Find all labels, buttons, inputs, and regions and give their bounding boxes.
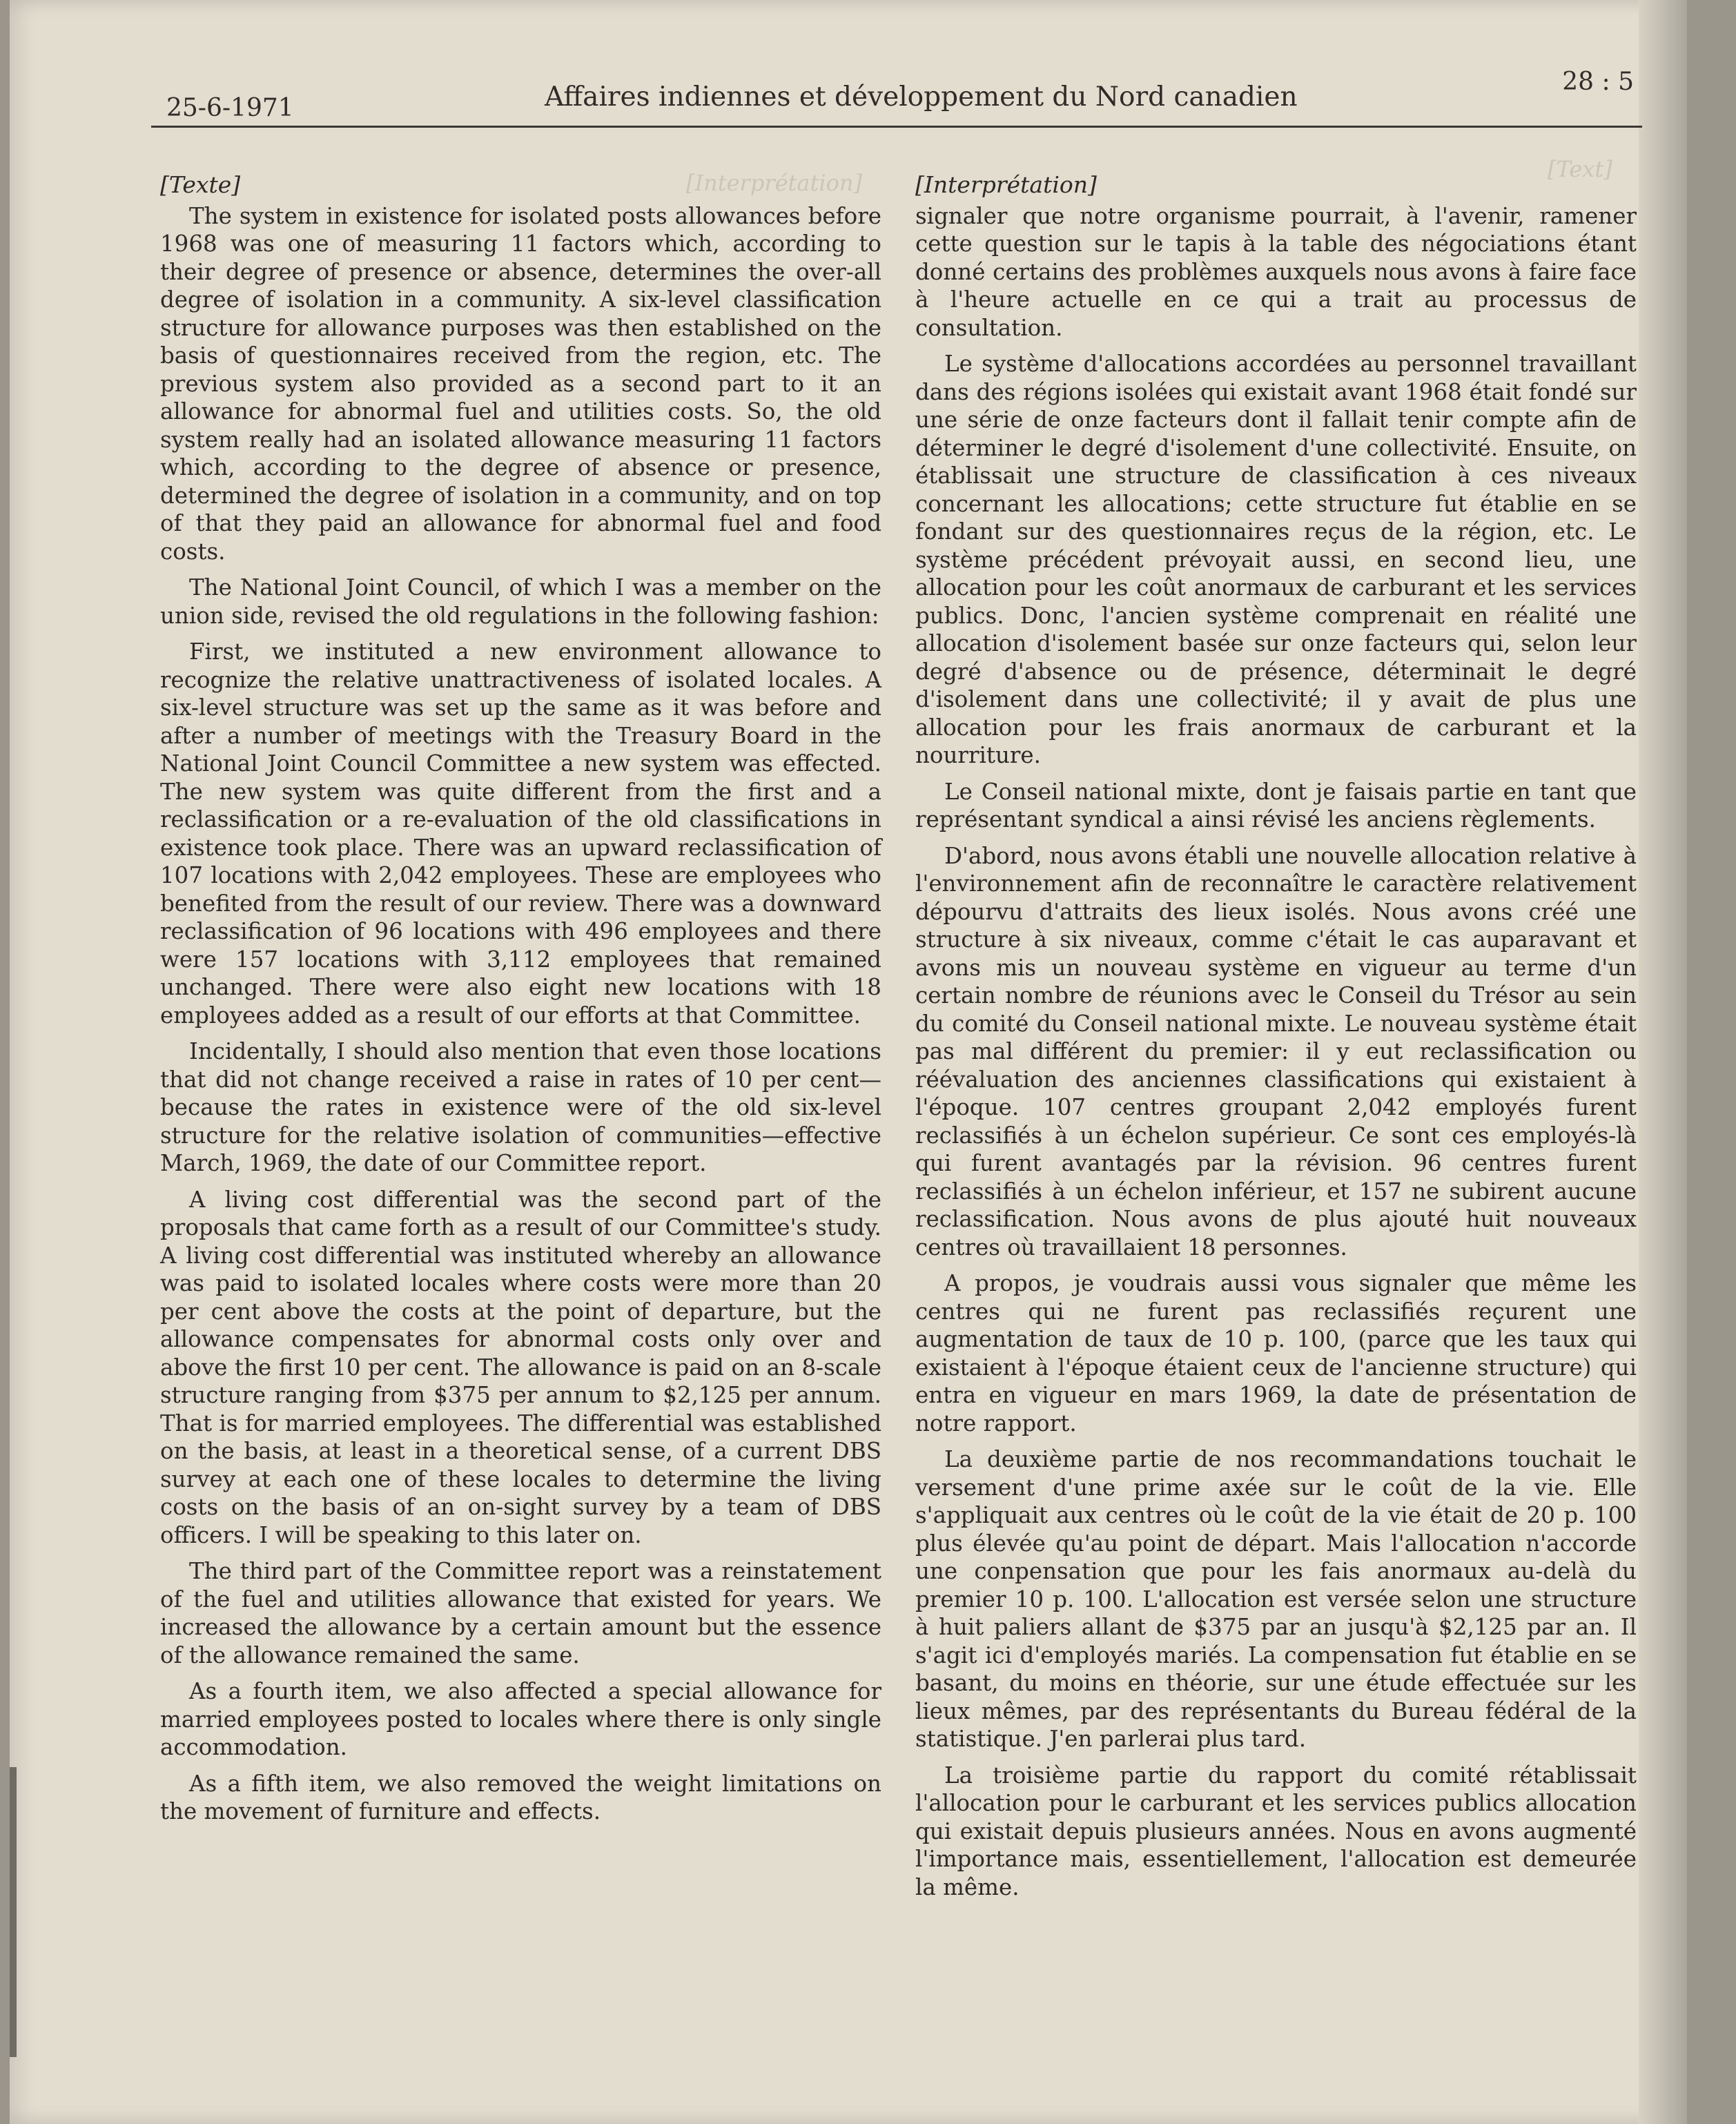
column-label-interpretation: [Interprétation] [915,171,1097,198]
page-number: 28 : 5 [1562,68,1634,96]
french-text-column [915,171,1637,1909]
paragraph: La troisième partie du rapport du comité rétablissait l'allocation pour le carburant et les services publics allocation qui existait depuis plusieurs années. Nous en avons augmenté l'importance mais, essentiellement, l'allocation est demeurée la même. [915,1762,1637,1900]
binding-strip [10,1767,17,2057]
header-date: 25-6-1971 [166,94,294,122]
paragraph: The third part of the Committee report was a reinstatement of the fuel and utilities allowance that existed for years. We increased the allowance by a certain amount but the essence of the allowance remained the same. [160,1558,881,1668]
paragraph: First, we instituted a new environment allowance to recognize the relative unattractiveness of isolated locales. A six-level structure was set up the same as it was before and after a number of meetings with the Treasury Board in the National Joint Council Committee a new system was effected. The new system was quite different from the first and a reclassification or a re-evaluation of the old classifications in existence took place. There was an upward reclassification of 107 locations with 2,042 employees. These are employees who benefited from the result of our review. There was a downward reclassification of 96 locations with 496 employees and there were 157 locations with 3,112 employees that remained unchanged. There were also eight new locations with 18 employees added as a result of our efforts at that Committee. [160,639,881,1029]
page-edge-shadow [1639,0,1687,2124]
paragraph: The National Joint Council, of which I was a member on the union side, revised the old regulations in the following fashion: [160,574,881,629]
paragraph: Le Conseil national mixte, dont je faisais partie en tant que représentant syndical a ainsi révisé les anciens règlements. [915,778,1637,832]
paragraph: As a fourth item, we also affected a special allowance for married employees posted to locales where there is only single accommodation. [160,1678,881,1760]
english-text-column [160,171,881,1834]
bleed-through-text: [Text] [1548,156,1612,182]
paragraph: As a fifth item, we also removed the weight limitations on the movement of furniture and effects. [160,1770,881,1824]
paragraph: Le système d'allocations accordées au personnel travaillant dans des régions isolées qui existait avant 1968 était fondé sur une série de onze facteurs dont il fallait tenir compte afin de déterminer le degré d'isolement d'une collectivité. Ensuite, on établissait une structure de classification à ces niveaux concernant les allocations; cette structure fut établie en se fondant sur des questionnaires reçus de la région, etc. Le système précédent prévoyait aussi, en second lieu, une allocation pour les coût anormaux de carburant et les services publics. Donc, l'ancien système comprenait en réalité une allocation d'isolement basée sur onze facteurs qui, selon leur degré d'absence ou de présence, déterminait le degré d'isolement dans une collectivité; il y avait de plus une allocation pour les frais anormaux de carburant et la nourriture. [915,351,1637,768]
paragraph: A propos, je voudrais aussi vous signaler que même les centres qui ne furent pas reclassifiés reçurent une augmentation de taux de 10 p. 100, (parce que les taux qui existaient à l'époque étaient ceux de l'ancienne structure) qui entra en vigueur en mars 1969, la date de présentation de notre rapport. [915,1270,1637,1436]
paragraph: The system in existence for isolated posts allowances before 1968 was one of measuring 11 factors which, according to their degree of presence or absence, determines the over-all degree of isolation in a community. A six-level classification structure for allowance purposes was then established on the basis of questionnaires received from the region, etc. The previous system also provided as a second part to it an allowance for abnormal fuel and utilities costs. So, the old system really had an isolated allowance measuring 11 factors which, according to the degree of absence or presence, determined the degree of isolation in a community, and on top of that they paid an allowance for abnormal fuel and food costs. [160,202,881,565]
header-title: Affaires indiennes et développement du Nord canadien [545,81,1298,113]
paragraph: signaler que notre organisme pourrait, à l'avenir, ramener cette question sur le tapis à la table des négociations étant donné certains des problèmes auxquels nous avons à faire face à l'heure actuelle en ce qui a trait au processus de consultation. [915,202,1637,341]
document-page [10,0,1687,2124]
paragraph: A living cost differential was the second part of the proposals that came forth as a result of our Committee's study. A living cost differential was instituted whereby an allowance was paid to isolated locales where costs were more than 20 per cent above the costs at the point of departure, but the allowance compensates for abnormal costs only over and above the first 10 per cent. The allowance is paid on an 8-scale structure ranging from $375 per annum to $2,125 per annum. That is for married employees. The differential was established on the basis, at least in a theoretical sense, of a current DBS survey at each one of these locales to determine the living costs on the basis of an on-sight survey by a team of DBS officers. I will be speaking to this later on. [160,1186,881,1548]
running-header [151,64,1642,128]
bleed-through-text: [Interprétation] [686,170,862,196]
paragraph: La deuxième partie de nos recommandations touchait le versement d'une prime axée sur le coût de la vie. Elle s'appliquait aux centres où le coût de la vie était de 20 p. 100 plus élevée qu'au point de départ. Mais l'allocation n'accorde une conpensation que pour les fais anormaux au-delà du premier 10 p. 100. L'allocation est versée selon une structure à huit paliers allant de $375 par an jusqu'à $2,125 par an. Il s'agit ici d'employés mariés. La compensation fut établie en se basant, du moins en théorie, sur une étude effectuée sur les lieux mêmes, par des représentants du Bureau fédéral de la statistique. J'en parlerai plus tard. [915,1446,1637,1752]
column-label-texte: [Texte] [160,171,241,198]
paragraph: Incidentally, I should also mention that even those locations that did not change received a raise in rates of 10 per cent—because the rates in existence were of the old six-level structure for the relative isolation of communities—effective March, 1969, the date of our Committee report. [160,1038,881,1176]
paragraph: D'abord, nous avons établi une nouvelle allocation relative à l'environnement afin de reconnaître le caractère relativement dépourvu d'attraits des lieux isolés. Nous avons créé une structure à six niveaux, comme c'était le cas auparavant et avons mis un nouveau système en vigueur au terme d'un certain nombre de réunions avec le Conseil du Trésor au sein du comité du Conseil national mixte. Le nouveau système était pas mal différent du premier: il y eut reclassification ou réévaluation des anciennes classifications qui existaient à l'époque. 107 centres groupant 2,042 employés furent reclassifiés à un échelon supérieur. Ce sont ces employés-là qui furent avantagés par la révision. 96 centres furent reclassifiés à un échelon inférieur, et 157 ne subirent aucune reclassification. Nous avons de plus ajouté huit nouveaux centres où travaillaient 18 personnes. [915,842,1637,1260]
